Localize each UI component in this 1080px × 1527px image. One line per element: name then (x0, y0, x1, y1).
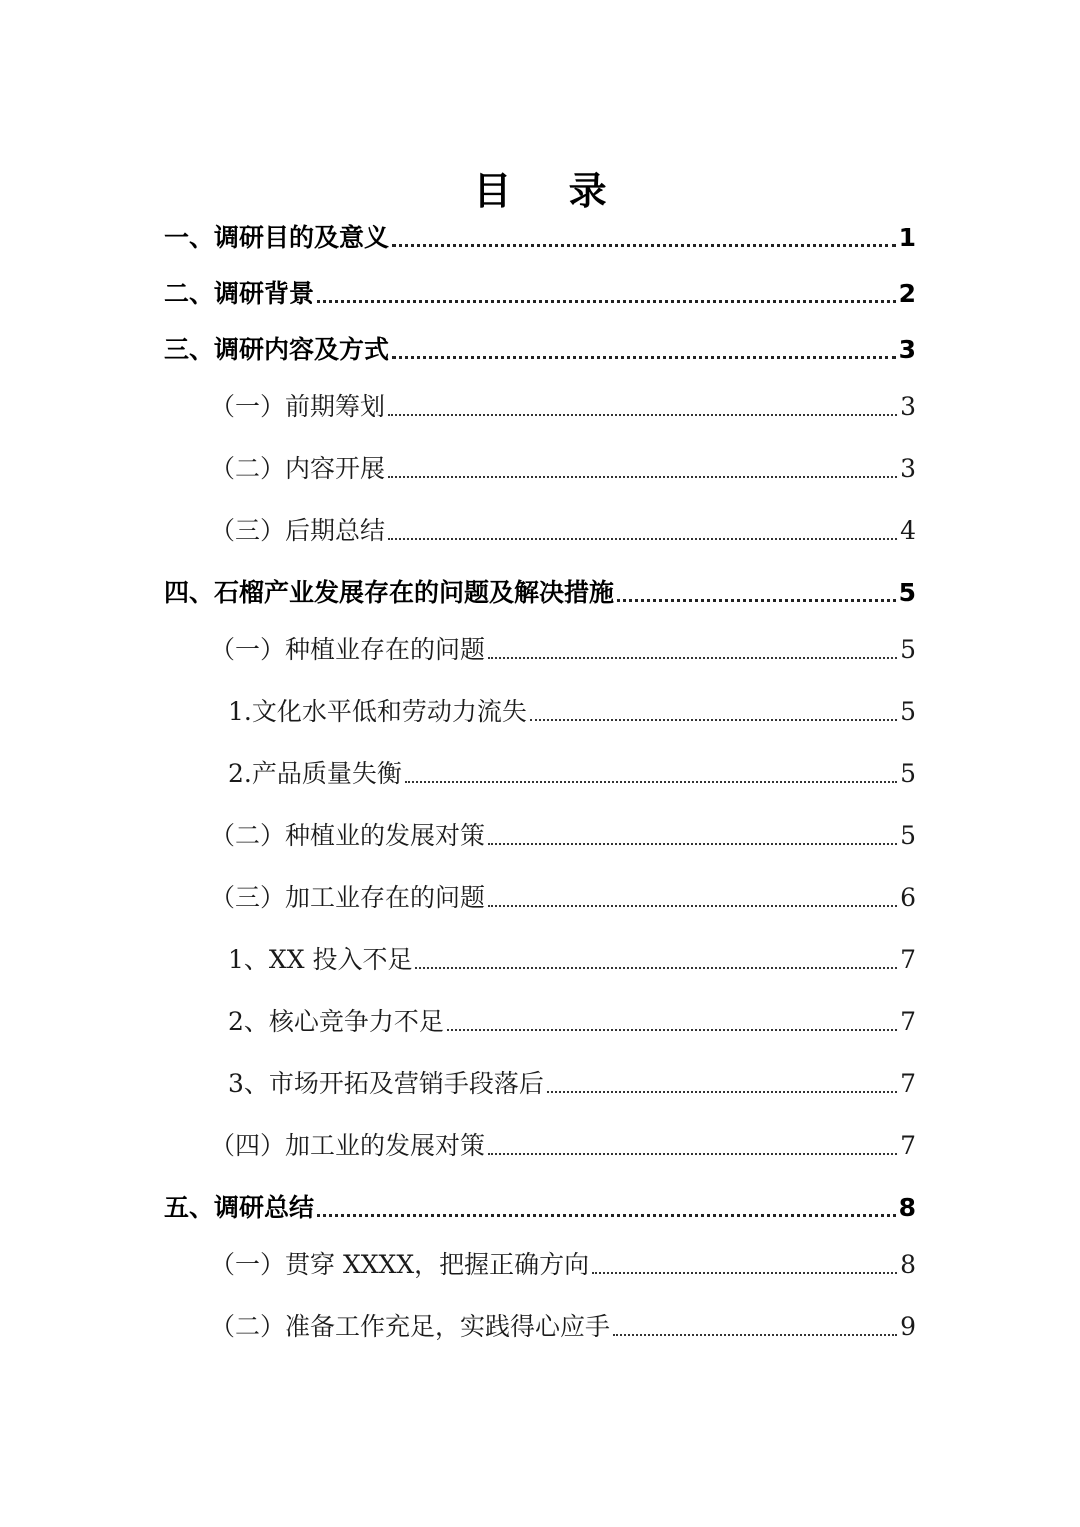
toc-entry (164, 215, 916, 255)
toc-entry (228, 937, 916, 977)
dot-leader (317, 300, 896, 303)
toc-entry-text: （四）加工业的发展对策 (210, 1131, 486, 1160)
toc-entry-text: （二）内容开展 (210, 454, 386, 483)
toc-entry-text: 五、调研总结 (164, 1193, 315, 1222)
toc-entry-page-number: 8 (900, 1250, 916, 1279)
toc-entry-page-number: 8 (898, 1193, 916, 1222)
toc-entry-text: 2.产品质量失衡 (228, 759, 402, 788)
toc-entry-text: 二、调研背景 (164, 279, 315, 308)
toc-entry (228, 689, 916, 729)
toc-entry (210, 1304, 916, 1344)
toc-entry-page-number: 3 (900, 392, 916, 421)
toc-entry-page-number: 5 (900, 635, 916, 664)
dot-leader (447, 1029, 897, 1031)
toc-entry (210, 384, 916, 424)
toc-entry (228, 999, 916, 1039)
toc-entry (210, 875, 916, 915)
dot-leader (405, 781, 897, 783)
toc-entry-page-number: 5 (900, 821, 916, 850)
toc-entry-text: （一）贯穿 XXXX，把握正确方向 (210, 1250, 590, 1279)
toc-entry-text: （一）前期筹划 (210, 392, 386, 421)
toc-entry-page-number: 3 (900, 454, 916, 483)
dot-leader (617, 599, 896, 602)
toc-entry-text: 四、石榴产业发展存在的问题及解决措施 (164, 578, 615, 607)
toc-entry-page-number: 3 (898, 335, 916, 364)
dot-leader (547, 1091, 897, 1093)
dot-leader (613, 1334, 897, 1336)
dot-leader (388, 476, 897, 478)
toc-entry-text: （三）后期总结 (210, 516, 386, 545)
toc-entry (210, 508, 916, 548)
toc-entry (164, 1185, 916, 1225)
toc-entry-page-number: 7 (900, 1069, 916, 1098)
toc-entry-text: 三、调研内容及方式 (164, 335, 390, 364)
toc-entry-page-number: 6 (900, 883, 916, 912)
toc-entry-text: （二）种植业的发展对策 (210, 821, 486, 850)
toc-entry-text: 1、XX 投入不足 (228, 945, 413, 974)
dot-leader (392, 356, 896, 359)
dot-leader (317, 1214, 896, 1217)
toc-entry-page-number: 5 (900, 759, 916, 788)
toc-entry-page-number: 7 (900, 1007, 916, 1036)
toc-entry-text: （二）准备工作充足，实践得心应手 (210, 1312, 611, 1341)
toc-entry-page-number: 2 (898, 279, 916, 308)
toc-entry-page-number: 1 (898, 223, 916, 252)
toc-entry (164, 327, 916, 367)
toc-entry-page-number: 7 (900, 945, 916, 974)
toc-title: 目 录 (473, 169, 629, 214)
toc-entry (210, 813, 916, 853)
toc-entry (210, 1123, 916, 1163)
toc-entry (210, 1242, 916, 1282)
toc-entry-text: 一、调研目的及意义 (164, 223, 390, 252)
dot-leader (488, 905, 897, 907)
toc-entry-text: （一）种植业存在的问题 (210, 635, 486, 664)
dot-leader (392, 244, 896, 247)
toc-entry-page-number: 5 (898, 578, 916, 607)
toc-entry-text: 3、市场开拓及营销手段落后 (228, 1069, 544, 1098)
toc-entry-page-number: 7 (900, 1131, 916, 1160)
dot-leader (530, 719, 897, 721)
toc-entry-page-number: 4 (900, 516, 916, 545)
toc-entry (228, 1061, 916, 1101)
toc-entry (210, 446, 916, 486)
toc-entry (164, 570, 916, 610)
toc-entry (164, 271, 916, 311)
toc-entry-text: （三）加工业存在的问题 (210, 883, 486, 912)
dot-leader (488, 1153, 897, 1155)
toc-entry (228, 751, 916, 791)
toc-entry (210, 627, 916, 667)
toc-entry-page-number: 9 (900, 1312, 916, 1341)
dot-leader (415, 967, 897, 969)
dot-leader (592, 1272, 897, 1274)
dot-leader (388, 538, 897, 540)
dot-leader (488, 657, 897, 659)
dot-leader (388, 414, 897, 416)
toc-entry-text: 2、核心竞争力不足 (228, 1007, 444, 1036)
toc-entry-page-number: 5 (900, 697, 916, 726)
toc-entry-text: 1.文化水平低和劳动力流失 (228, 697, 527, 726)
dot-leader (488, 843, 897, 845)
